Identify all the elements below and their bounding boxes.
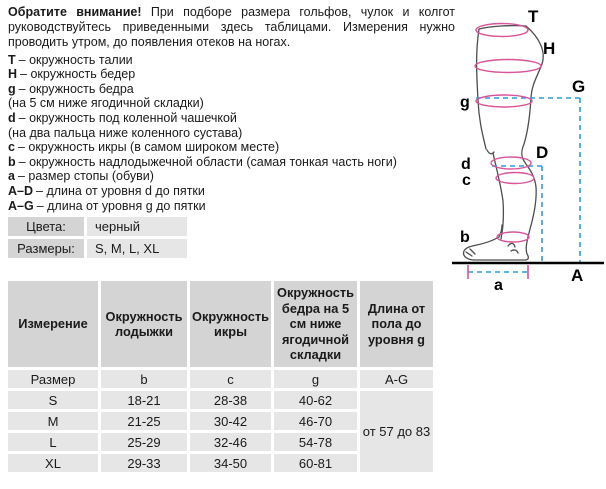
definition-key: A–D <box>8 183 34 198</box>
header-ankle-girth: Окружность лодыжки <box>101 281 187 367</box>
definition-item <box>8 67 455 82</box>
subheader-b: b <box>101 370 187 388</box>
g-cell: 46-70 <box>274 412 357 430</box>
definition-key: A–G <box>8 198 34 213</box>
size-cell: S <box>8 391 98 409</box>
definition-text: – длина от уровня g до пятки <box>36 198 206 213</box>
size-cell: XL <box>8 454 98 472</box>
size-table-header-row <box>8 281 433 367</box>
measuring-instructions <box>8 5 455 213</box>
label-b: b <box>460 229 470 246</box>
notice-body: При подборе размера гольфов, чулок и колгот руководствуйтесь приведенными здесь таблицами. Измерения нужно проводить утром, до появления отеков на ногах. <box>8 5 456 50</box>
definition-item <box>8 169 455 184</box>
definition-item <box>8 53 455 68</box>
label-g: g <box>460 94 470 111</box>
label-d: d <box>461 156 471 173</box>
definition-text: – окружность талии <box>18 52 133 67</box>
sizes-label: Размеры: <box>8 239 84 258</box>
leg-measurement-diagram <box>446 0 606 292</box>
definition-item <box>8 96 455 111</box>
g-cell: 40-62 <box>274 391 357 409</box>
definition-item <box>8 126 455 141</box>
definition-text: (на два пальца ниже коленного сустава) <box>8 125 243 140</box>
sizes-value: S, M, L, XL <box>87 239 187 258</box>
definition-text: – длина от уровня d до пятки <box>36 183 205 198</box>
calf-girth-ellipse <box>496 173 534 184</box>
c-cell: 32-46 <box>190 433 271 451</box>
label-c: c <box>462 172 471 189</box>
hip-girth-ellipse <box>475 60 541 73</box>
label-H: H <box>543 39 556 58</box>
c-cell: 30-42 <box>190 412 271 430</box>
definition-key: a <box>8 169 15 184</box>
header-thigh-girth: Окружность бедра на 5 см ниже ягодичной складки <box>274 281 357 367</box>
b-cell: 25-29 <box>101 433 187 451</box>
length-range-cell: от 57 до 83 <box>360 391 433 472</box>
definition-text: – окружность бедер <box>20 67 136 82</box>
definition-item <box>8 111 455 126</box>
label-G: G <box>572 77 586 96</box>
notice-paragraph <box>8 5 455 51</box>
definition-item <box>8 140 455 155</box>
label-T: T <box>528 7 539 26</box>
b-cell: 21-25 <box>101 412 187 430</box>
definition-text: – окружность икры (в самом широком месте) <box>17 140 280 155</box>
definition-text: – окружность бедра <box>18 81 134 96</box>
header-calf-girth: Окружность икры <box>190 281 271 367</box>
colors-row <box>8 217 187 236</box>
size-cell: L <box>8 433 98 451</box>
definition-text: – окружность под коленной чашечкой <box>18 110 237 125</box>
size-table <box>5 278 436 475</box>
definition-text: (на 5 см ниже ягодичной складки) <box>8 96 204 111</box>
definition-key: b <box>8 154 16 169</box>
colors-value: черный <box>87 217 187 236</box>
subheader-size: Размер <box>8 370 98 388</box>
header-floor-length: Длина от пола до уровня g <box>360 281 433 367</box>
label-a: a <box>494 277 503 292</box>
subheader-c: c <box>190 370 271 388</box>
colors-label: Цвета: <box>8 217 84 236</box>
label-D: D <box>536 143 549 162</box>
definition-key: c <box>8 140 15 155</box>
c-cell: 34-50 <box>190 454 271 472</box>
thigh-girth-ellipse <box>476 95 532 107</box>
size-row-s <box>8 391 433 409</box>
b-cell: 18-21 <box>101 391 187 409</box>
g-cell: 54-78 <box>274 433 357 451</box>
c-cell: 28-38 <box>190 391 271 409</box>
definition-text: – окружность надлодыжечной области (самая тонкая часть ноги) <box>18 154 397 169</box>
definition-item <box>8 155 455 170</box>
size-table-subheader-row <box>8 370 433 388</box>
definition-text: – размер стопы (обуви) <box>17 169 154 184</box>
definition-key: g <box>8 81 16 96</box>
measurement-definitions <box>8 53 455 214</box>
notice-lead: Обратите внимание! <box>8 5 142 19</box>
subheader-g: g <box>274 370 357 388</box>
attributes-table <box>5 214 190 261</box>
definition-key: H <box>8 67 18 82</box>
b-cell: 29-33 <box>101 454 187 472</box>
definition-item <box>8 199 455 214</box>
sizes-row <box>8 239 187 258</box>
header-measurement: Измерение <box>8 281 98 367</box>
label-A: A <box>571 266 584 285</box>
size-cell: M <box>8 412 98 430</box>
definition-key: T <box>8 52 16 67</box>
definition-item <box>8 82 455 97</box>
g-cell: 60-81 <box>274 454 357 472</box>
definition-item <box>8 184 455 199</box>
subheader-a-g: A-G <box>360 370 433 388</box>
definition-key: d <box>8 110 16 125</box>
